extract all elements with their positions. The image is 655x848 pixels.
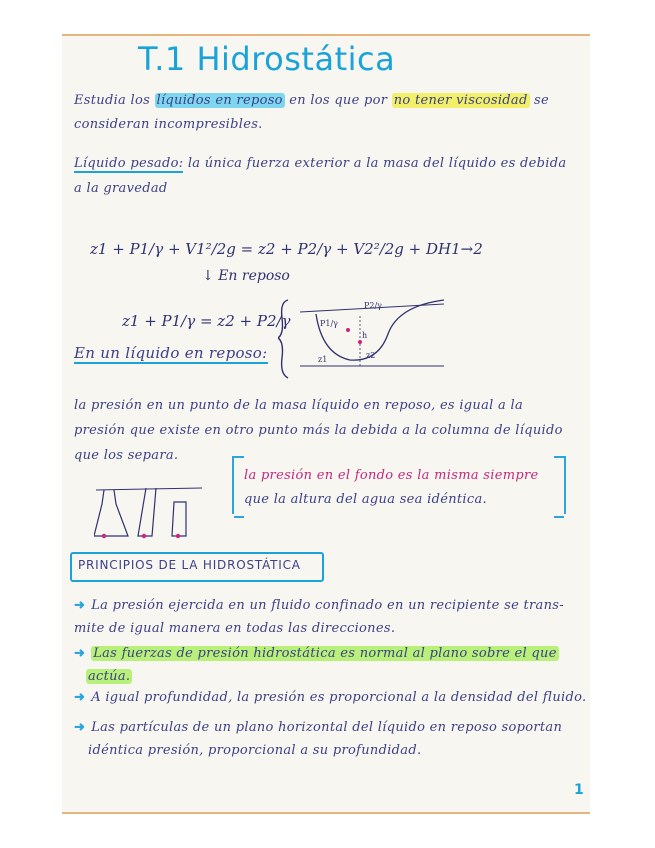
box-line-2: que la altura del agua sea idéntica. [244,492,487,507]
intro-line-2: consideran incompresibles. [74,117,263,132]
principio-1-line-1 [74,598,564,613]
principio-2-text-cont: actúa. [88,669,131,684]
reposo-equation: z1 + P1/γ = z2 + P2/γ [122,312,291,330]
vessel-2 [138,488,156,536]
intro-text: se [529,93,550,108]
p1-label: P1/γ [320,319,338,328]
liquido-pesado-line-1 [74,156,566,171]
page-title: T.1 Hidrostática [138,40,396,78]
liquido-pesado-term: Líquido pesado: [74,156,184,171]
principio-4-text: Las partículas de un plano horizontal del líquido en reposo soportan [91,720,563,735]
presion-line-3: que los separa. [74,448,179,463]
principio-2-line-2 [86,669,132,684]
vessels-sketch [94,484,204,544]
arrow-right-icon: ➜ [74,720,86,735]
down-arrow-icon: ↓ [202,268,214,284]
en-reposo-arrow [202,268,290,284]
arrow-right-icon: ➜ [74,598,86,613]
arrow-right-icon: ➜ [74,690,86,705]
bernoulli-equation: z1 + P1/γ + V1²/2g = z2 + P2/γ + V2²/2g + DH1→2 [90,240,483,258]
liquido-en-reposo-term: En un líquido en reposo: [74,344,268,362]
principio-1-text: La presión ejercida en un fluido confinado en un recipiente se trans- [91,598,564,613]
liquido-pesado-line-2: a la gravedad [74,181,168,196]
principio-1-line-2: mite de igual manera en todas las direcciones. [74,621,396,636]
bottom-point-3 [176,534,180,538]
intro-line-1 [74,93,549,108]
z2-label: z2 [366,351,376,360]
principio-2-text: Las fuerzas de presión hidrostática es normal al plano sobre el que [93,646,557,661]
z1-label: z1 [318,355,328,364]
principio-4-line-2: idéntica presión, proporcional a su profundidad. [88,743,422,758]
point-1-marker [346,328,350,332]
box-line-1: la presión en el fondo es la misma siempre [244,468,539,483]
p2-label: P2/γ [364,301,382,310]
brace-shape [278,300,288,378]
liquido-pesado-text: la única fuerza exterior a la masa del líquido es debida [183,156,567,171]
highlight-liquidos-reposo: líquidos en reposo [156,93,283,108]
en-reposo-label: En reposo [218,268,290,284]
point-2-marker [358,340,362,344]
vessel-3 [172,502,186,536]
vessel-1 [94,490,128,536]
intro-text: Estudia los [74,93,155,108]
principio-3-text: A igual profundidad, la presión es proporcional a la densidad del fluido. [91,690,587,705]
principio-4-line-1 [74,720,562,735]
h-label: h [362,331,368,340]
reservoir-diagram [278,294,448,384]
page-number: 1 [574,782,584,798]
principio-2-line-1 [74,646,559,661]
presion-line-2: presión que existe en otro punto más la debida a la columna de líquido [74,423,563,438]
intro-text: en los que por [284,93,392,108]
principio-3-line-1 [74,690,586,705]
bottom-point-2 [142,534,146,538]
arrow-right-icon: ➜ [74,646,86,661]
principios-heading: PRINCIPIOS DE LA HIDROSTÁTICA [78,558,301,572]
presion-line-1: la presión en un punto de la masa líquido en reposo, es igual a la [74,398,524,413]
reposo-label-line [74,344,268,362]
water-level-line [96,488,202,490]
highlight-no-viscosidad: no tener viscosidad [393,93,528,108]
bottom-point-1 [102,534,106,538]
